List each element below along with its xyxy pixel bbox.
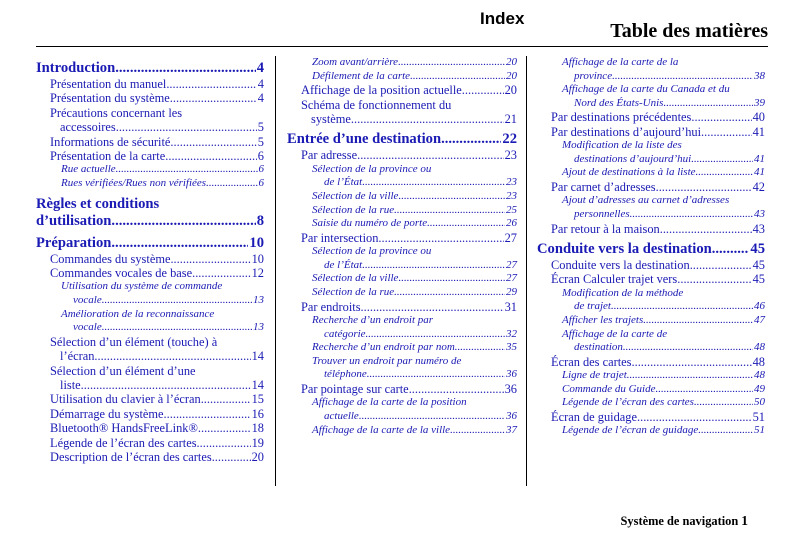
toc-entry-title: Modification de la liste des — [562, 139, 682, 152]
toc-page-number: 23 — [504, 148, 517, 163]
toc-entry-title: Affichage de la carte de la ville — [312, 423, 451, 436]
page-number: 1 — [741, 513, 748, 528]
toc-entry-title: Rues vérifiées/Rues non vérifiées — [61, 177, 207, 190]
dot-leader — [398, 56, 505, 70]
toc-subentry[interactable] — [287, 396, 517, 423]
dot-leader — [197, 436, 251, 450]
toc-page-number: 37 — [506, 423, 517, 436]
dot-leader — [198, 421, 251, 435]
toc-entry[interactable] — [287, 148, 517, 162]
dot-leader — [450, 424, 505, 438]
toc-page-number: 41 — [752, 124, 765, 139]
toc-page-number: 36 — [506, 368, 517, 381]
toc-entry-title: Par destinations précédentes — [551, 110, 692, 125]
toc-entry[interactable] — [36, 77, 264, 91]
dot-leader — [690, 258, 752, 272]
dot-leader — [441, 131, 501, 148]
toc-column-2 — [287, 56, 517, 437]
toc-subentry[interactable] — [537, 328, 765, 355]
toc-entry[interactable] — [287, 231, 517, 245]
toc-entry-title: Conduite vers la destination — [537, 240, 712, 257]
dot-leader — [677, 272, 751, 286]
dot-leader — [367, 368, 505, 382]
toc-entry-title: Utilisation du système de commande — [61, 280, 223, 293]
toc-page-number: 48 — [754, 341, 765, 354]
toc-entry-title-continued: vocale — [73, 294, 102, 307]
toc-page-number: 45 — [752, 272, 765, 287]
dot-leader — [663, 97, 753, 111]
toc-entry-title: Par intersection — [301, 230, 379, 245]
spacer — [36, 191, 264, 194]
toc-page-number: 15 — [251, 392, 264, 407]
toc-entry-title: Légende de l’écran des cartes — [50, 435, 197, 450]
toc-entry[interactable] — [36, 436, 264, 450]
toc-page-number: 48 — [754, 369, 765, 382]
dot-leader — [165, 149, 257, 163]
dot-leader — [212, 450, 251, 464]
toc-entry-title-continued: destinations d’aujourd’hui — [574, 152, 692, 165]
dot-leader — [170, 252, 250, 266]
toc-entry[interactable] — [537, 272, 765, 286]
toc-entry-title: Par adresse — [301, 148, 358, 163]
toc-entry-title: Affichage de la carte du Canada et du — [562, 83, 730, 96]
toc-page-number: 41 — [754, 166, 765, 179]
toc-page-number: 36 — [506, 409, 517, 422]
toc-subentry[interactable] — [287, 286, 517, 300]
toc-entry[interactable] — [287, 98, 517, 127]
page-title: Table des matières — [610, 20, 768, 42]
toc-entry[interactable] — [36, 149, 264, 163]
toc-entry-title: Légende de l’écran de guidage — [562, 424, 699, 437]
toc-entry-title: Description de l’écran des cartes — [50, 450, 212, 465]
toc-section[interactable] — [36, 60, 264, 77]
toc-subentry[interactable] — [537, 56, 765, 83]
dot-leader — [643, 314, 753, 328]
toc-entry-title: Zoom avant/arrière — [312, 56, 399, 68]
toc-entry-title: Commande du Guide — [562, 382, 656, 395]
toc-entry-title: Démarrage du système — [50, 406, 164, 421]
toc-entry-title: Informations de sécurité — [50, 134, 171, 149]
toc-page-number: 18 — [251, 421, 264, 436]
toc-entry-title-continued: actuelle — [324, 409, 359, 422]
toc-subentry[interactable] — [287, 424, 517, 438]
toc-subentry[interactable] — [537, 83, 765, 110]
toc-entry-title: Par carnet d’adresses — [551, 179, 656, 194]
toc-entry-title-continued: province — [574, 69, 613, 82]
toc-entry-title: Défilement de la carte — [312, 69, 411, 82]
spacer — [36, 230, 264, 233]
toc-subentry[interactable] — [36, 177, 264, 191]
toc-page-number: 50 — [754, 396, 765, 409]
index-label: Index — [480, 9, 525, 28]
toc-page-number: 45 — [750, 240, 765, 257]
dot-leader — [94, 349, 250, 363]
column-divider — [526, 56, 527, 486]
toc-entry-title: Précautions concernant les — [50, 105, 183, 120]
dot-leader — [378, 231, 503, 245]
toc-entry-title: Saisie du numéro de porte — [312, 217, 428, 230]
toc-entry[interactable] — [287, 300, 517, 314]
toc-page-number: 38 — [754, 69, 765, 82]
footer — [621, 513, 748, 529]
toc-page-number: 20 — [506, 69, 517, 82]
toc-entry-title: Introduction — [36, 60, 116, 76]
toc-page-number: 5 — [257, 120, 264, 135]
toc-entry[interactable] — [36, 335, 264, 364]
dot-leader — [164, 407, 251, 421]
dot-leader — [696, 166, 753, 180]
dot-leader — [637, 410, 752, 424]
toc-page-number: 4 — [257, 91, 264, 106]
toc-entry-title: Sélection de la ville — [312, 272, 399, 285]
toc-page-number: 22 — [502, 131, 517, 148]
toc-page-number: 12 — [251, 266, 264, 281]
dot-leader — [394, 286, 505, 300]
column-divider — [275, 56, 276, 486]
toc-entry-title: Sélection de la rue — [312, 203, 395, 216]
toc-page-number: 6 — [258, 177, 264, 190]
dot-leader — [166, 77, 256, 91]
toc-entry-title: Bluetooth® HandsFreeLink® — [50, 421, 198, 436]
toc-subentry[interactable] — [287, 314, 517, 341]
dot-leader — [394, 204, 505, 218]
toc-entry[interactable] — [537, 222, 765, 236]
toc-entry-title: Utilisation du clavier à l’écran — [50, 392, 201, 407]
toc-page-number: 46 — [754, 300, 765, 313]
toc-entry-title: Sélection de la rue — [312, 285, 395, 298]
toc-entry[interactable] — [36, 407, 264, 421]
toc-column-1 — [36, 58, 264, 464]
toc-page-number: 36 — [504, 381, 517, 396]
toc-entry[interactable] — [36, 421, 264, 435]
toc-subentry[interactable] — [537, 314, 765, 328]
toc-page-number: 5 — [257, 134, 264, 149]
dot-leader — [351, 112, 504, 126]
toc-page-number: 32 — [506, 327, 517, 340]
toc-subentry[interactable] — [287, 190, 517, 204]
toc-subentry[interactable] — [537, 424, 765, 438]
toc-entry-title: Présentation du système — [50, 91, 170, 106]
toc-entry-title: Écran des cartes — [551, 354, 632, 369]
toc-subentry[interactable] — [287, 70, 517, 84]
dot-leader — [409, 382, 504, 396]
toc-page-number: 10 — [251, 251, 264, 266]
dot-leader — [462, 83, 504, 97]
toc-page-number: 6 — [257, 149, 264, 164]
toc-entry-title: Trouver un endroit par numéro de — [312, 354, 462, 367]
toc-subentry[interactable] — [36, 163, 264, 177]
toc-page-number: 6 — [258, 163, 264, 176]
toc-subentry[interactable] — [537, 194, 765, 221]
dot-leader — [116, 163, 258, 177]
toc-page-number: 45 — [752, 257, 765, 272]
toc-entry-title-continued: de trajet — [574, 300, 611, 313]
toc-subentry[interactable] — [36, 280, 264, 307]
toc-page-number: 21 — [504, 112, 517, 126]
toc-entry-title: Affichage de la position actuelle — [301, 83, 462, 98]
toc-entry[interactable] — [537, 258, 765, 272]
toc-entry-title: Ajout d’adresses au carnet d’adresses — [562, 194, 730, 207]
toc-entry[interactable] — [537, 180, 765, 194]
toc-page-number: 27 — [506, 272, 517, 285]
toc-entry[interactable] — [537, 410, 765, 424]
toc-page-number: 47 — [754, 313, 765, 326]
dot-leader — [623, 341, 753, 355]
toc-entry-title-continued: Nord des États-Unis — [574, 96, 664, 109]
toc-entry-title: Par pointage sur carte — [301, 381, 409, 396]
toc-subentry[interactable] — [287, 163, 517, 190]
toc-page-number: 31 — [504, 299, 517, 314]
dot-leader — [455, 341, 505, 355]
dot-leader — [366, 328, 505, 342]
toc-entry[interactable] — [537, 125, 765, 139]
dot-leader — [632, 355, 752, 369]
toc-subentry[interactable] — [287, 217, 517, 231]
toc-entry-title: Règles et conditions — [36, 195, 160, 212]
toc-page-number: 4 — [257, 77, 264, 91]
toc-entry-title: Schéma de fonctionnement du — [301, 97, 452, 112]
toc-entry[interactable] — [36, 266, 264, 280]
toc-entry-title-continued: destination — [574, 341, 623, 354]
dot-leader — [398, 272, 505, 286]
toc-entry[interactable] — [36, 450, 264, 464]
toc-page-number: 8 — [256, 212, 264, 229]
dot-leader — [81, 378, 251, 392]
toc-page-number: 20 — [251, 450, 264, 465]
toc-entry-title: Ligne de trajet — [562, 369, 627, 382]
toc-entry-title: Affichage de la carte de — [562, 327, 668, 340]
toc-page-number: 14 — [251, 378, 264, 393]
toc-column-3 — [537, 56, 765, 438]
dot-leader — [170, 91, 257, 105]
toc-entry-title: Sélection d’un élément (touche) à — [50, 334, 218, 349]
toc-entry-title-continued: téléphone — [324, 368, 367, 381]
toc-page-number: 13 — [253, 294, 264, 307]
toc-entry-title: Sélection de la ville — [312, 190, 399, 202]
toc-page-number: 42 — [752, 179, 765, 194]
toc-page-number: 19 — [251, 435, 264, 450]
dot-leader — [611, 300, 753, 314]
toc-page-number: 51 — [752, 409, 765, 424]
toc-page-number: 35 — [506, 341, 517, 354]
dot-leader — [361, 300, 504, 314]
toc-entry-title-continued: catégorie — [324, 327, 366, 340]
toc-entry-title: Écran Calculer trajet vers — [551, 272, 678, 287]
toc-page-number: 23 — [506, 176, 517, 189]
toc-entry[interactable] — [287, 83, 517, 97]
toc-entry-title-continued: liste — [60, 378, 81, 393]
dot-leader — [192, 266, 251, 280]
dot-leader — [357, 148, 504, 162]
toc-page-number: 4 — [256, 60, 264, 76]
toc-entry-title: Conduite vers la destination — [551, 257, 690, 272]
dot-leader — [398, 190, 505, 204]
dot-leader — [362, 259, 505, 273]
dot-leader — [116, 120, 257, 134]
toc-entry-title-continued: personnelles — [574, 207, 630, 220]
toc-subentry[interactable] — [537, 287, 765, 314]
toc-page-number: 23 — [506, 190, 517, 202]
dot-leader — [691, 110, 751, 124]
dot-leader — [698, 424, 753, 438]
toc-entry-title: Présentation du manuel — [50, 77, 167, 91]
toc-subentry[interactable] — [537, 396, 765, 410]
toc-entry-title: Recherche d’un endroit par — [312, 313, 434, 326]
toc-entry-title: Préparation — [36, 234, 112, 251]
toc-page-number: 43 — [752, 221, 765, 236]
toc-entry-title: Écran de guidage — [551, 409, 638, 424]
dot-leader — [660, 222, 752, 236]
dot-leader — [612, 70, 753, 84]
toc-entry[interactable] — [287, 382, 517, 396]
toc-entry-title: Par destinations d’aujourd’hui — [551, 124, 702, 139]
toc-page-number: 13 — [253, 321, 264, 334]
dot-leader — [359, 410, 505, 424]
toc-entry[interactable] — [36, 106, 264, 135]
toc-subentry[interactable] — [287, 56, 517, 70]
toc-page-number: 14 — [251, 349, 264, 364]
dot-leader — [656, 180, 752, 194]
dot-leader — [102, 294, 252, 308]
toc-page-number: 40 — [752, 110, 765, 125]
toc-entry-title: Sélection d’un élément d’une — [50, 363, 196, 378]
spacer — [287, 126, 517, 129]
toc-subentry[interactable] — [287, 341, 517, 355]
dot-leader — [701, 125, 752, 139]
toc-page-number: 49 — [754, 382, 765, 395]
toc-entry-title: Légende de l’écran des cartes — [562, 396, 694, 409]
toc-entry-title-continued: de l’État — [324, 176, 363, 189]
toc-entry[interactable] — [36, 364, 264, 393]
toc-entry[interactable] — [36, 252, 264, 266]
dot-leader — [170, 135, 256, 149]
toc-page-number: 43 — [754, 207, 765, 220]
toc-page-number: 48 — [752, 354, 765, 369]
toc-page-number: 26 — [506, 217, 517, 230]
toc-entry-title-continued: système — [311, 112, 351, 126]
dot-leader — [111, 213, 255, 230]
dot-leader — [102, 321, 252, 335]
toc-subentry[interactable] — [287, 355, 517, 382]
toc-page-number: 51 — [754, 424, 765, 437]
toc-subentry[interactable] — [36, 308, 264, 335]
header-rule — [36, 46, 768, 47]
toc-entry-title: Sélection de la province ou — [312, 162, 432, 175]
toc-page-number: 10 — [249, 234, 264, 251]
toc-page-number: 20 — [506, 56, 517, 68]
dot-leader — [111, 235, 248, 252]
toc-entry-title: Afficher les trajets — [562, 313, 644, 326]
toc-subentry[interactable] — [287, 272, 517, 286]
toc-entry-title-continued: vocale — [73, 321, 102, 334]
dot-leader — [691, 153, 753, 167]
toc-page-number: 29 — [506, 285, 517, 298]
toc-entry[interactable] — [537, 355, 765, 369]
toc-entry-title-continued: accessoires — [60, 120, 116, 135]
toc-entry[interactable] — [36, 91, 264, 105]
toc-subentry[interactable] — [537, 383, 765, 397]
toc-page-number: 20 — [504, 83, 517, 98]
toc-section[interactable] — [36, 196, 264, 230]
toc-subentry[interactable] — [537, 139, 765, 166]
toc-entry-title: Entrée d’une destination — [287, 131, 442, 148]
dot-leader — [656, 383, 754, 397]
dot-leader — [694, 396, 753, 410]
toc-entry-title: Modification de la méthode — [562, 286, 684, 299]
dot-leader — [201, 392, 251, 406]
dot-leader — [362, 176, 505, 190]
toc-subentry[interactable] — [287, 245, 517, 272]
spacer — [537, 236, 765, 239]
dot-leader — [206, 177, 257, 191]
toc-entry-title: Recherche d’un endroit par nom — [312, 341, 455, 354]
dot-leader — [427, 217, 505, 231]
toc-page-number: 27 — [504, 230, 517, 245]
toc-subentry[interactable] — [537, 369, 765, 383]
toc-entry-title: Affichage de la carte de la — [562, 56, 679, 68]
toc-page-number: 39 — [754, 96, 765, 109]
toc-subentry[interactable] — [537, 166, 765, 180]
toc-page-number: 27 — [506, 258, 517, 271]
footer-label: Système de navigation — [620, 514, 739, 528]
dot-leader — [410, 70, 505, 84]
toc-page-number: 16 — [251, 406, 264, 421]
toc-entry-title: Par retour à la maison — [551, 221, 660, 236]
toc-entry-title: Par endroits — [301, 299, 361, 314]
toc-entry-title-continued: d’utilisation — [36, 212, 112, 229]
toc-entry[interactable] — [36, 135, 264, 149]
dot-leader — [115, 60, 255, 77]
dot-leader — [627, 369, 753, 383]
toc-entry-title: Amélioration de la reconnaissance — [61, 307, 215, 320]
toc-section[interactable] — [537, 241, 765, 258]
toc-subentry[interactable] — [287, 204, 517, 218]
dot-leader — [630, 208, 753, 222]
toc-section[interactable] — [36, 235, 264, 252]
toc-entry-title: Affichage de la carte de la position — [312, 396, 467, 409]
toc-entry[interactable] — [36, 392, 264, 406]
toc-entry-title: Ajout de destinations à la liste — [562, 166, 696, 179]
toc-entry-title: Sélection de la province ou — [312, 245, 432, 258]
toc-entry-title: Commandes du système — [50, 251, 171, 266]
dot-leader — [712, 241, 750, 258]
toc-section[interactable] — [287, 131, 517, 148]
toc-entry[interactable] — [537, 110, 765, 124]
toc-page-number: 41 — [754, 152, 765, 165]
toc-entry-title: Présentation de la carte — [50, 149, 166, 164]
toc-page-number: 25 — [506, 203, 517, 216]
toc-entry-title: Rue actuelle — [61, 163, 116, 176]
toc-entry-title: Commandes vocales de base — [50, 266, 193, 281]
toc-entry-title-continued: de l’État — [324, 258, 363, 271]
toc-entry-title-continued: l’écran — [60, 349, 95, 364]
